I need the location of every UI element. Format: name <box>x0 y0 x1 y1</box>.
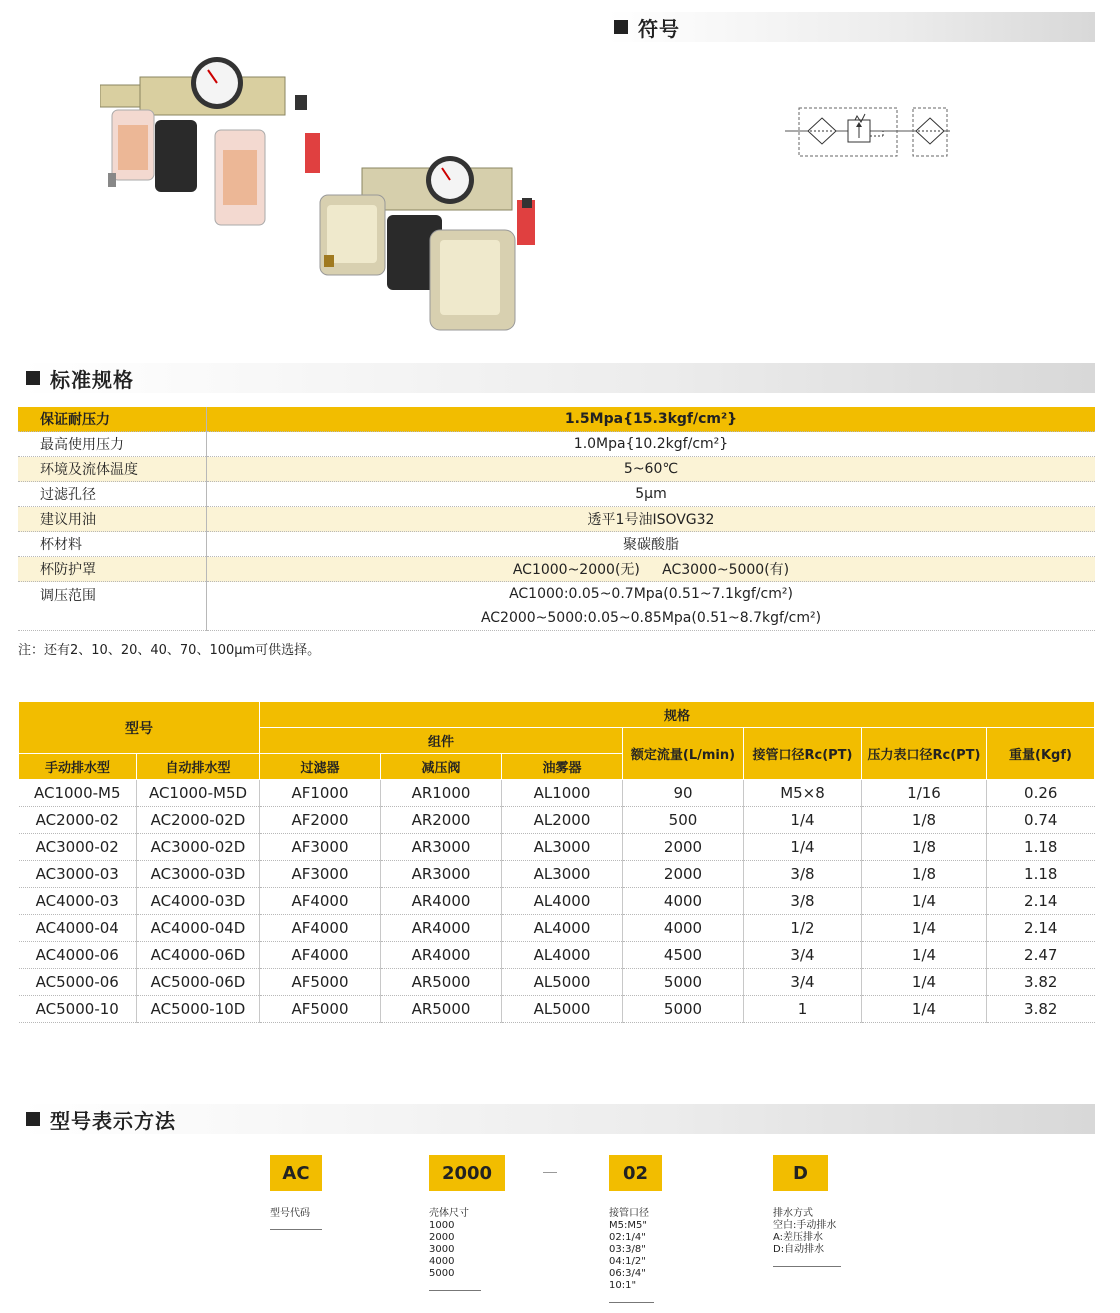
table-cell: AL3000 <box>502 834 623 861</box>
spec-value: 1.5Mpa{15.3kgf/cm²} <box>207 407 1096 432</box>
section-header-symbol <box>608 12 1095 42</box>
table-cell: AF5000 <box>260 996 381 1023</box>
table-cell: AC3000-03D <box>137 861 260 888</box>
table-row <box>19 915 1095 942</box>
table-cell: AF3000 <box>260 861 381 888</box>
code-box-drain: D <box>773 1155 828 1191</box>
table-cell: AL4000 <box>502 942 623 969</box>
table-cell: AR1000 <box>381 780 502 807</box>
table-cell: 1/16 <box>862 780 987 807</box>
table-row <box>19 888 1095 915</box>
header-manual: 手动排水型 <box>19 754 137 780</box>
table-cell: AF4000 <box>260 915 381 942</box>
table-cell: AL4000 <box>502 915 623 942</box>
table-cell: AF1000 <box>260 780 381 807</box>
section-title: 型号表示方法 <box>50 1108 176 1133</box>
table-row <box>19 834 1095 861</box>
table-cell: 1/4 <box>862 996 987 1023</box>
product-photo-metal-bowl <box>312 140 547 340</box>
table-cell: AC3000-02D <box>137 834 260 861</box>
table-cell: 1/4 <box>862 942 987 969</box>
footnote: 注：还有2、10、20、40、70、100μm可供选择。 <box>18 643 321 658</box>
table-cell: 2000 <box>623 861 744 888</box>
section-title: 标准规格 <box>50 367 134 392</box>
table-cell: AC4000-03D <box>137 888 260 915</box>
table-cell: AL5000 <box>502 996 623 1023</box>
table-cell: AR3000 <box>381 834 502 861</box>
spec-label: 调压范围 <box>18 582 207 631</box>
table-row <box>19 996 1095 1023</box>
table-cell: AF4000 <box>260 942 381 969</box>
code-desc-drain: 排水方式 空白:手动排水 A:差压排水 D:自动排水 <box>773 1208 837 1255</box>
table-cell: 5000 <box>623 996 744 1023</box>
table-cell: 4000 <box>623 915 744 942</box>
table-cell: AR3000 <box>381 861 502 888</box>
section-header-spec <box>20 363 1095 393</box>
code-desc-size: 壳体尺寸 1000 2000 3000 4000 5000 <box>429 1208 469 1279</box>
table-cell: AC2000-02D <box>137 807 260 834</box>
table-cell: AC4000-06 <box>19 942 137 969</box>
table-cell: M5×8 <box>744 780 862 807</box>
table-cell: 500 <box>623 807 744 834</box>
spec-label: 保证耐压力 <box>18 407 207 432</box>
table-cell: 5000 <box>623 969 744 996</box>
table-row <box>18 457 1095 482</box>
table-row <box>18 407 1095 432</box>
table-cell: 1/4 <box>862 969 987 996</box>
table-row <box>18 532 1095 557</box>
table-cell: AR4000 <box>381 942 502 969</box>
table-cell: 2.47 <box>987 942 1095 969</box>
code-box-series: AC <box>270 1155 322 1191</box>
spec-label: 杯材料 <box>18 532 207 557</box>
table-cell: AC4000-04D <box>137 915 260 942</box>
table-cell: 1/2 <box>744 915 862 942</box>
table-cell: 4000 <box>623 888 744 915</box>
table-cell: 0.74 <box>987 807 1095 834</box>
product-photo-clear-bowl <box>100 55 325 245</box>
divider <box>773 1266 841 1267</box>
header-auto: 自动排水型 <box>137 754 260 780</box>
square-bullet-icon <box>26 371 40 385</box>
code-desc-series: 型号代码 <box>270 1208 310 1219</box>
table-cell: AC1000-M5 <box>19 780 137 807</box>
table-cell: AL3000 <box>502 861 623 888</box>
divider <box>270 1229 322 1230</box>
header-flow: 额定流量(L/min) <box>623 728 744 780</box>
table-cell: AL1000 <box>502 780 623 807</box>
table-row <box>18 482 1095 507</box>
table-cell: 3.82 <box>987 969 1095 996</box>
table-cell: 1/8 <box>862 861 987 888</box>
spec-value: 透平1号油ISOVG32 <box>207 507 1096 532</box>
table-cell: AR4000 <box>381 915 502 942</box>
table-cell: 1/4 <box>744 807 862 834</box>
table-cell: AR4000 <box>381 888 502 915</box>
header-lubricator: 油雾器 <box>502 754 623 780</box>
table-cell: 1/4 <box>862 915 987 942</box>
table-cell: 3/4 <box>744 969 862 996</box>
spec-value: AC1000:0.05~0.7Mpa(0.51~7.1kgf/cm²) <box>509 586 793 602</box>
table-row <box>19 942 1095 969</box>
table-row <box>18 557 1095 582</box>
table-cell: AC5000-06 <box>19 969 137 996</box>
table-row <box>19 969 1095 996</box>
table-cell: AC4000-04 <box>19 915 137 942</box>
table-cell: AC5000-10 <box>19 996 137 1023</box>
table-cell: AL4000 <box>502 888 623 915</box>
table-row <box>19 780 1095 807</box>
code-box-port: 02 <box>609 1155 662 1191</box>
table-cell: 1/8 <box>862 807 987 834</box>
spec-label: 杯防护罩 <box>18 557 207 582</box>
table-row <box>19 807 1095 834</box>
table-cell: 1/4 <box>862 888 987 915</box>
model-table <box>18 701 1095 1023</box>
spec-label: 环境及流体温度 <box>18 457 207 482</box>
section-title: 符号 <box>638 16 680 41</box>
table-cell: 3/4 <box>744 942 862 969</box>
spec-value: AC1000~2000(无) AC3000~5000(有) <box>207 557 1096 582</box>
table-cell: 2.14 <box>987 888 1095 915</box>
table-cell: 0.26 <box>987 780 1095 807</box>
table-cell: AF4000 <box>260 888 381 915</box>
table-cell: AC5000-06D <box>137 969 260 996</box>
table-row <box>18 582 1095 607</box>
table-cell: AF3000 <box>260 834 381 861</box>
table-cell: 1/8 <box>862 834 987 861</box>
spec-value: AC2000~5000:0.05~0.85Mpa(0.51~8.7kgf/cm²) <box>207 606 1096 631</box>
table-cell: AC3000-03 <box>19 861 137 888</box>
spec-value: 1.0Mpa{10.2kgf/cm²} <box>207 432 1096 457</box>
table-cell: AC2000-02 <box>19 807 137 834</box>
table-cell: AR5000 <box>381 969 502 996</box>
code-dash <box>543 1172 557 1173</box>
table-cell: 1 <box>744 996 862 1023</box>
square-bullet-icon <box>614 20 628 34</box>
header-spec: 规格 <box>260 702 1095 728</box>
spec-label: 最高使用压力 <box>18 432 207 457</box>
table-cell: AC1000-M5D <box>137 780 260 807</box>
table-cell: AC4000-06D <box>137 942 260 969</box>
divider <box>609 1302 654 1303</box>
spec-value: 聚碳酸脂 <box>207 532 1096 557</box>
table-cell: 2000 <box>623 834 744 861</box>
table-cell: AR2000 <box>381 807 502 834</box>
table-cell: AC4000-03 <box>19 888 137 915</box>
spec-table <box>18 407 1095 631</box>
spec-label: 建议用油 <box>18 507 207 532</box>
section-header-model-code <box>20 1104 1095 1134</box>
table-cell: 1/4 <box>744 834 862 861</box>
table-cell: 90 <box>623 780 744 807</box>
header-port: 接管口径Rc(PT) <box>744 728 862 780</box>
square-bullet-icon <box>26 1112 40 1126</box>
table-cell: AF2000 <box>260 807 381 834</box>
divider <box>429 1290 481 1291</box>
header-parts: 组件 <box>260 728 623 754</box>
header-gauge: 压力表口径Rc(PT) <box>862 728 987 780</box>
table-cell: 3.82 <box>987 996 1095 1023</box>
header-weight: 重量(Kgf) <box>987 728 1095 780</box>
code-box-size: 2000 <box>429 1155 505 1191</box>
table-cell: AR5000 <box>381 996 502 1023</box>
table-cell: 4500 <box>623 942 744 969</box>
table-cell: 1.18 <box>987 861 1095 888</box>
table-cell: AC3000-02 <box>19 834 137 861</box>
spec-value: 5μm <box>207 482 1096 507</box>
header-model: 型号 <box>19 702 260 754</box>
spec-value: 5~60℃ <box>207 457 1096 482</box>
table-cell: AL2000 <box>502 807 623 834</box>
table-cell: 3/8 <box>744 888 862 915</box>
spec-label: 过滤孔径 <box>18 482 207 507</box>
header-filter: 过滤器 <box>260 754 381 780</box>
table-row <box>19 861 1095 888</box>
table-cell: AF5000 <box>260 969 381 996</box>
table-row <box>18 507 1095 532</box>
fr-l-symbol-diagram <box>785 100 955 160</box>
table-cell: AL5000 <box>502 969 623 996</box>
table-cell: AC5000-10D <box>137 996 260 1023</box>
header-regulator: 减压阀 <box>381 754 502 780</box>
table-cell: 3/8 <box>744 861 862 888</box>
table-cell: 1.18 <box>987 834 1095 861</box>
table-row <box>18 432 1095 457</box>
code-desc-port: 接管口径 M5:M5" 02:1/4" 03:3/8" 04:1/2" 06:3/4" 10:1" <box>609 1208 649 1291</box>
table-cell: 2.14 <box>987 915 1095 942</box>
